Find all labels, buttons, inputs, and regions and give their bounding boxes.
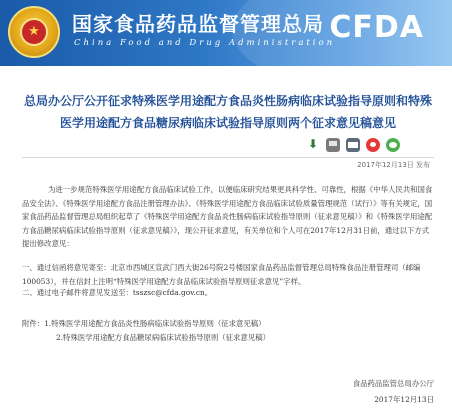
mail-icon[interactable] (346, 138, 360, 152)
print-icon[interactable] (326, 138, 340, 152)
weibo-icon[interactable] (366, 138, 380, 152)
emblem-icon (8, 6, 60, 58)
signing-office: 食品药品监管总局办公厅 (352, 379, 434, 388)
agency-name-en: China Food and Drug Administration (74, 38, 336, 48)
publish-date: 2017年12月13日 发布 (357, 161, 430, 169)
attachments (22, 317, 434, 344)
star-icon: ★ (28, 24, 40, 39)
download-icon[interactable]: ⬇ (308, 137, 319, 151)
wechat-icon[interactable] (386, 138, 400, 152)
attachment-1[interactable]: 1.特殊医学用途配方食品炎性肠病临床试验指导原则（征求意见稿） (44, 319, 266, 328)
email-line: 二、通过电子邮件将意见发送至：tsszsc@cfda.gov.cn。 (22, 288, 213, 297)
cfda-logo: CFDA (329, 10, 424, 45)
attachment-2[interactable]: 2.特殊医学用途配方食品糖尿病临床试验指导原则（征求意见稿） (56, 332, 270, 342)
title-divider (22, 157, 434, 158)
agency-name-cn: 国家食品药品监督管理总局 (72, 12, 324, 36)
signing-date: 2017年12月13日 (374, 395, 434, 404)
emblem-inner (20, 18, 48, 46)
header-banner (0, 0, 452, 66)
attachments-label: 附件： (22, 319, 45, 328)
article-toolbar (306, 136, 400, 154)
body-paragraph-2: 一、通过信函将意见寄至：北京市西城区宣武门西大街26号院2号楼国家食品药品监督管理总局特殊食品注册管理司（邮编100053），并在信封上注明“特殊医学用途配方食品临床试验指导原则征求意见”字样。 (22, 263, 421, 286)
body-paragraph-3 (22, 286, 434, 300)
body-paragraph-1: 为进一步规范特殊医学用途配方食品临床试验工作，以便临床研究结果更具科学性、可靠性，根据《中华人民共和国食品安全法》、《特殊医学用途配方食品注册管理办法》、《特殊医学用途配方食品临床试验质量管理规范（试行）》等有关规定，国家食品药品监督管理总局组织起草了《特殊医学用途配方食品炎性肠病临床试验指导原则（征求意见稿）》和《特殊医学用途配方食品糖尿病临床试验指导原则（征求意见稿）》，现公开征求意见，有关单位和个人可在2017年12月31日前，通过以下方式提出修改意见： (22, 185, 433, 248)
article-title: 总局办公厅公开征求特殊医学用途配方食品炎性肠病临床试验指导原则和特殊医学用途配方食品糖尿病临床试验指导原则两个征求意见稿意见 (23, 94, 432, 130)
